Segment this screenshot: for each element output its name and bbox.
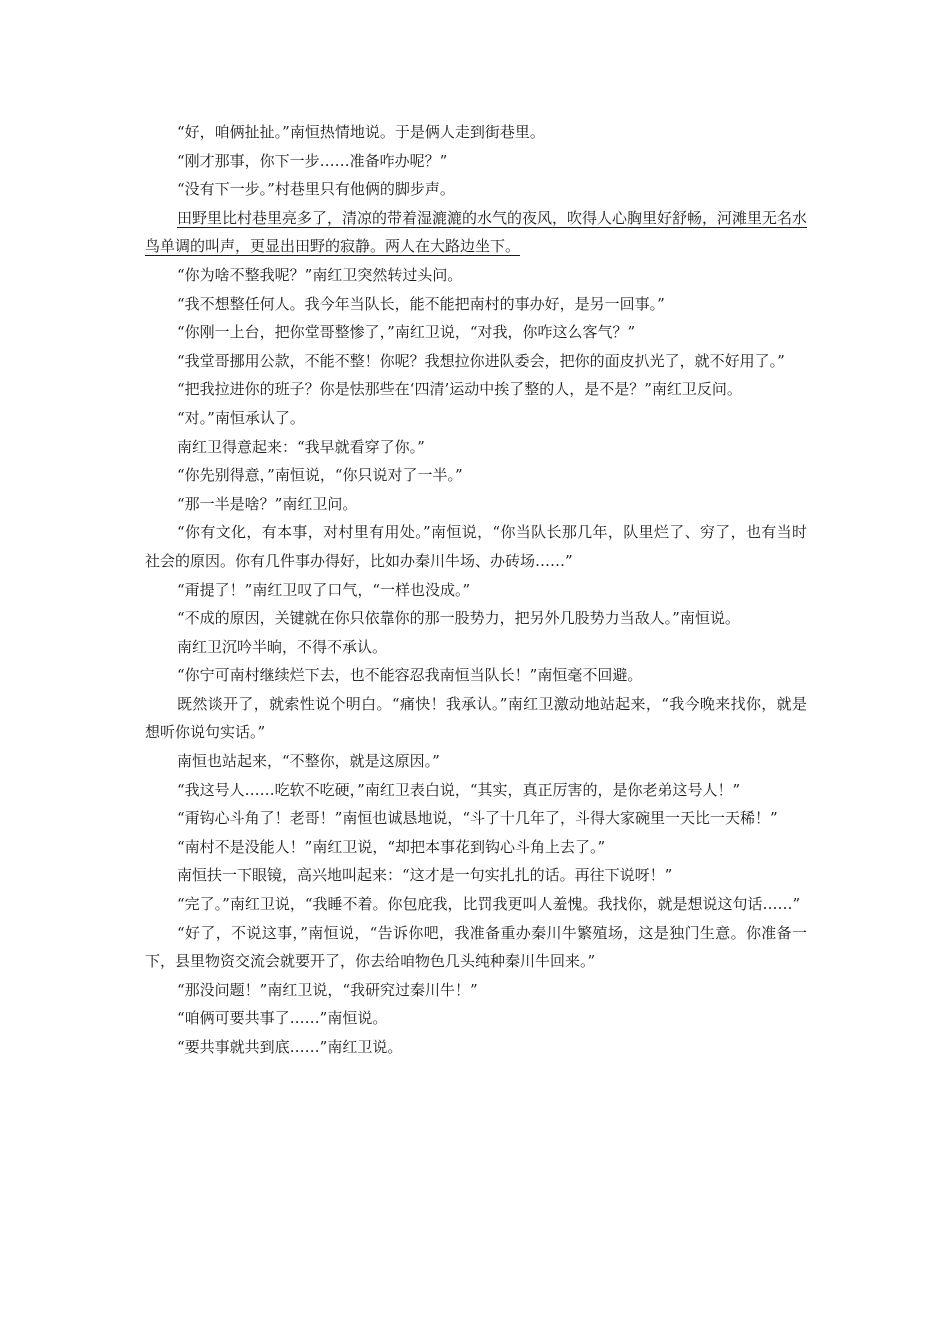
paragraph: 既然谈开了，就索性说个明白。“痛快！我承认。”南红卫激动地站起来，“我今晚来找你，就是想听你说句实话。” — [145, 694, 807, 742]
paragraph: 南红卫得意起来：“我早就看穿了你。” — [177, 437, 425, 456]
paragraph: “我这号人……吃软不吃硬，”南红卫表白说，“其实，真正厉害的，是你老弟这号人！” — [177, 780, 741, 799]
paragraph: “你为啥不整我呢？”南红卫突然转过头问。 — [177, 265, 463, 284]
paragraph: “那一半是啥？”南红卫问。 — [177, 494, 358, 513]
paragraph: “你刚一上台，把你堂哥整惨了，”南红卫说，“对我，你咋这么客气？” — [177, 323, 636, 342]
paragraph: “我不想整任何人。我今年当队长，能不能把南村的事办好，是另一回事。” — [177, 294, 665, 313]
paragraph: “南村不是没能人！”南红卫说，“却把本事花到钩心斗角上去了。” — [177, 837, 606, 856]
paragraph: “不成的原因，关键就在你只依靠你的那一股势力，把另外几股势力当敌人。”南恒说。 — [177, 609, 740, 628]
paragraph: “把我拉进你的班子？你是怯那些在‘四清’运动中挨了整的人，是不是？”南红卫反问。 — [177, 380, 742, 399]
paragraph: “你宁可南村继续烂下去，也不能容忍我南恒当队长！”南恒毫不回避。 — [177, 666, 643, 685]
paragraph: “咱俩可要共事了……”南恒说。 — [177, 1009, 388, 1028]
paragraph: “那没问题！”南红卫说，“我研究过秦川牛！” — [177, 980, 478, 999]
paragraph: “好了，不说这事，”南恒说，“告诉你吧，我准备重办秦川牛繁殖场，这是独门生意。你准备一下，县里物资交流会就要开了，你去给咱物色几头纯种秦川牛回来。” — [145, 923, 807, 971]
document-page — [145, 118, 807, 1062]
paragraph: “你先别得意，”南恒说，“你只说对了一半。” — [177, 466, 463, 485]
paragraph: 南恒扶一下眼镜，高兴地叫起来：“这才是一句实扎扎的话。再往下说呀！” — [177, 866, 673, 885]
paragraph: “完了。”南红卫说，“我睡不着。你包庇我，比罚我更叫人羞愧。我找你，就是想说这句话……” — [177, 895, 801, 914]
underlined-passage: 田野里比村巷里亮多了，清凉的带着湿漉漉的水气的夜风，吹得人心胸里好舒畅，河滩里无名水鸟单调的叫声，更显出田野的寂静。两人在大路边坐下。 — [145, 208, 808, 256]
paragraph: “你有文化，有本事，对村里有用处。”南恒说，“你当队长那几年，队里烂了、穷了，也有当时社会的原因。你有几件事办得好，比如办秦川牛场、办砖场……” — [145, 523, 807, 570]
paragraph: “要共事就共到底……”南红卫说。 — [177, 1038, 403, 1056]
paragraph: 南红卫沉吟半晌，不得不承认。 — [177, 637, 388, 656]
paragraph: “好，咱俩扯扯。”南恒热情地说。于是俩人走到街巷里。 — [177, 123, 545, 141]
paragraph: “甭提了！”南红卫叹了口气，“一样也没成。” — [177, 580, 471, 599]
paragraph — [145, 204, 807, 261]
paragraph: “甭钩心斗角了！老哥！”南恒也诚恳地说，“斗了十几年了，斗得大家碗里一天比一天稀！” — [177, 809, 778, 828]
paragraph: “刚才那事，你下一步……准备咋办呢？” — [177, 151, 448, 170]
paragraph: “我堂哥挪用公款，不能不整！你呢？我想拉你进队委会，把你的面皮扒光了，就不好用了。” — [177, 351, 785, 370]
paragraph: “没有下一步。”村巷里只有他俩的脚步声。 — [177, 180, 455, 199]
paragraph: “对。”南恒承认了。 — [177, 408, 305, 427]
paragraph: 南恒也站起来，“不整你，就是这原因。” — [177, 752, 440, 771]
